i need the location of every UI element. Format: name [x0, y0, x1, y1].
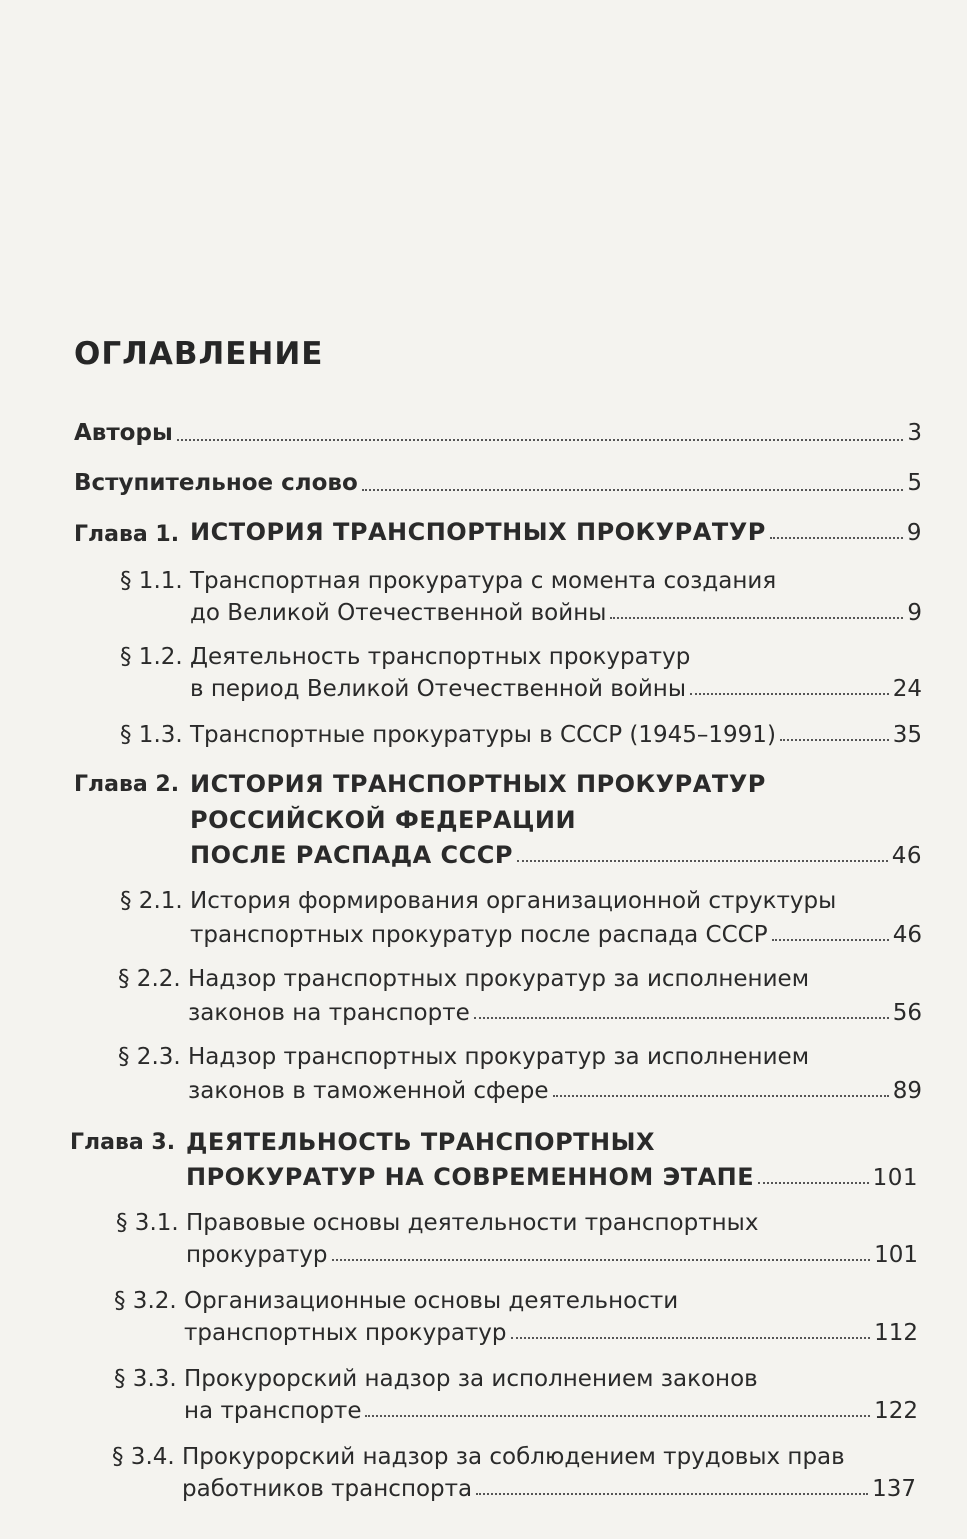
section-number: § 3.3.	[114, 1366, 177, 1392]
entry-page: 5	[907, 470, 922, 496]
entry-page: 112	[874, 1320, 918, 1346]
toc-title: ОГЛАВЛЕНИЕ	[74, 336, 324, 372]
entry-page: 101	[872, 1165, 918, 1191]
section-entry[interactable]	[184, 1320, 918, 1346]
dot-leader	[758, 1182, 868, 1184]
section-number: § 3.2.	[114, 1288, 177, 1314]
section-entry[interactable]	[190, 676, 922, 702]
section-number: § 2.1.	[120, 888, 183, 914]
dot-leader	[517, 860, 888, 862]
dot-leader	[332, 1259, 871, 1261]
section-title-line: Правовые основы деятельности транспортных	[186, 1210, 759, 1236]
entry-page: 46	[892, 922, 922, 948]
section-title-line: Организационные основы деятельности	[184, 1288, 679, 1314]
chapter-title-line: ПРОКУРАТУР НА СОВРЕМЕННОМ ЭТАПЕ	[186, 1163, 755, 1191]
section-entry[interactable]	[182, 1476, 916, 1502]
entry-page: 24	[892, 676, 922, 702]
section-title-line: Надзор транспортных прокуратур за исполнением	[188, 966, 810, 992]
chapter-title-line: ИСТОРИЯ ТРАНСПОРТНЫХ ПРОКУРАТУР	[190, 518, 766, 546]
chapter-title-line: ПОСЛЕ РАСПАДА СССР	[190, 841, 513, 869]
dot-leader	[780, 739, 889, 741]
chapter-title-line: РОССИЙСКОЙ ФЕДЕРАЦИИ	[190, 806, 577, 834]
section-number: § 3.1.	[116, 1210, 179, 1236]
section-title-line: до Великой Отечественной войны	[190, 600, 607, 626]
entry-page: 46	[891, 843, 922, 869]
section-title-line: Транспортная прокуратура с момента создания	[190, 568, 777, 594]
entry-page: 89	[892, 1078, 922, 1104]
dot-leader	[772, 939, 889, 941]
dot-leader	[365, 1415, 870, 1417]
entry-label: Авторы	[74, 420, 173, 446]
section-entry[interactable]	[186, 1242, 918, 1268]
chapter-label: Глава 2.	[74, 772, 180, 797]
entry-page: 122	[874, 1398, 918, 1424]
section-title-line: Надзор транспортных прокуратур за исполнением	[188, 1044, 810, 1070]
chapter-label: Глава 3.	[70, 1130, 176, 1155]
chapter-label: Глава 1.	[74, 522, 180, 547]
entry-page: 9	[906, 520, 922, 546]
chapter-title[interactable]	[186, 1163, 918, 1191]
entry-page: 35	[892, 722, 922, 748]
chapter-title-line: ДЕЯТЕЛЬНОСТЬ ТРАНСПОРТНЫХ	[186, 1128, 656, 1156]
section-title-line: транспортных прокуратур	[184, 1320, 507, 1346]
section-title-line: законов в таможенной сфере	[188, 1078, 549, 1104]
dot-leader	[474, 1017, 889, 1019]
section-entry[interactable]	[190, 922, 922, 948]
section-number: § 1.2.	[120, 644, 183, 670]
section-entry[interactable]	[190, 722, 922, 748]
section-title-line: Транспортные прокуратуры в СССР (1945–1991)	[190, 722, 776, 748]
section-number: § 2.3.	[118, 1044, 181, 1070]
section-entry[interactable]	[188, 1078, 922, 1104]
section-entry[interactable]	[188, 1000, 922, 1026]
section-entry[interactable]	[190, 600, 922, 626]
toc-entry-intro[interactable]	[74, 468, 922, 498]
section-number: § 1.3.	[120, 722, 183, 748]
entry-page: 137	[872, 1476, 916, 1502]
section-title-line: Прокурорский надзор за соблюдением трудовых прав	[182, 1444, 845, 1470]
section-number: § 2.2.	[118, 966, 181, 992]
chapter-title[interactable]	[190, 841, 922, 869]
dot-leader	[610, 617, 903, 619]
section-title-line: Деятельность транспортных прокуратур	[190, 644, 691, 670]
dot-leader	[690, 693, 889, 695]
dot-leader	[770, 537, 903, 539]
dot-leader	[511, 1337, 871, 1339]
section-title-line: История формирования организационной структуры	[190, 888, 837, 914]
toc-entry-authors[interactable]	[74, 418, 922, 448]
entry-label: Вступительное слово	[74, 470, 358, 496]
section-title-line: прокуратур	[186, 1242, 328, 1268]
section-title-line: на транспорте	[184, 1398, 362, 1424]
dot-leader	[177, 439, 904, 441]
dot-leader	[476, 1493, 868, 1495]
entry-page: 101	[874, 1242, 918, 1268]
section-number: § 3.4.	[112, 1444, 175, 1470]
dot-leader	[362, 489, 904, 491]
entry-page: 3	[907, 420, 922, 446]
entry-page: 9	[907, 600, 922, 626]
entry-page: 56	[892, 1000, 922, 1026]
section-title-line: транспортных прокуратур после распада СССР	[190, 922, 768, 948]
section-title-line: в период Великой Отечественной войны	[190, 676, 687, 702]
section-number: § 1.1.	[120, 568, 183, 594]
chapter-title-line: ИСТОРИЯ ТРАНСПОРТНЫХ ПРОКУРАТУР	[190, 770, 766, 798]
chapter-title[interactable]	[190, 518, 922, 546]
section-title-line: работников транспорта	[182, 1476, 473, 1502]
section-entry[interactable]	[184, 1398, 918, 1424]
section-title-line: законов на транспорте	[188, 1000, 470, 1026]
dot-leader	[553, 1095, 889, 1097]
section-title-line: Прокурорский надзор за исполнением законов	[184, 1366, 758, 1392]
